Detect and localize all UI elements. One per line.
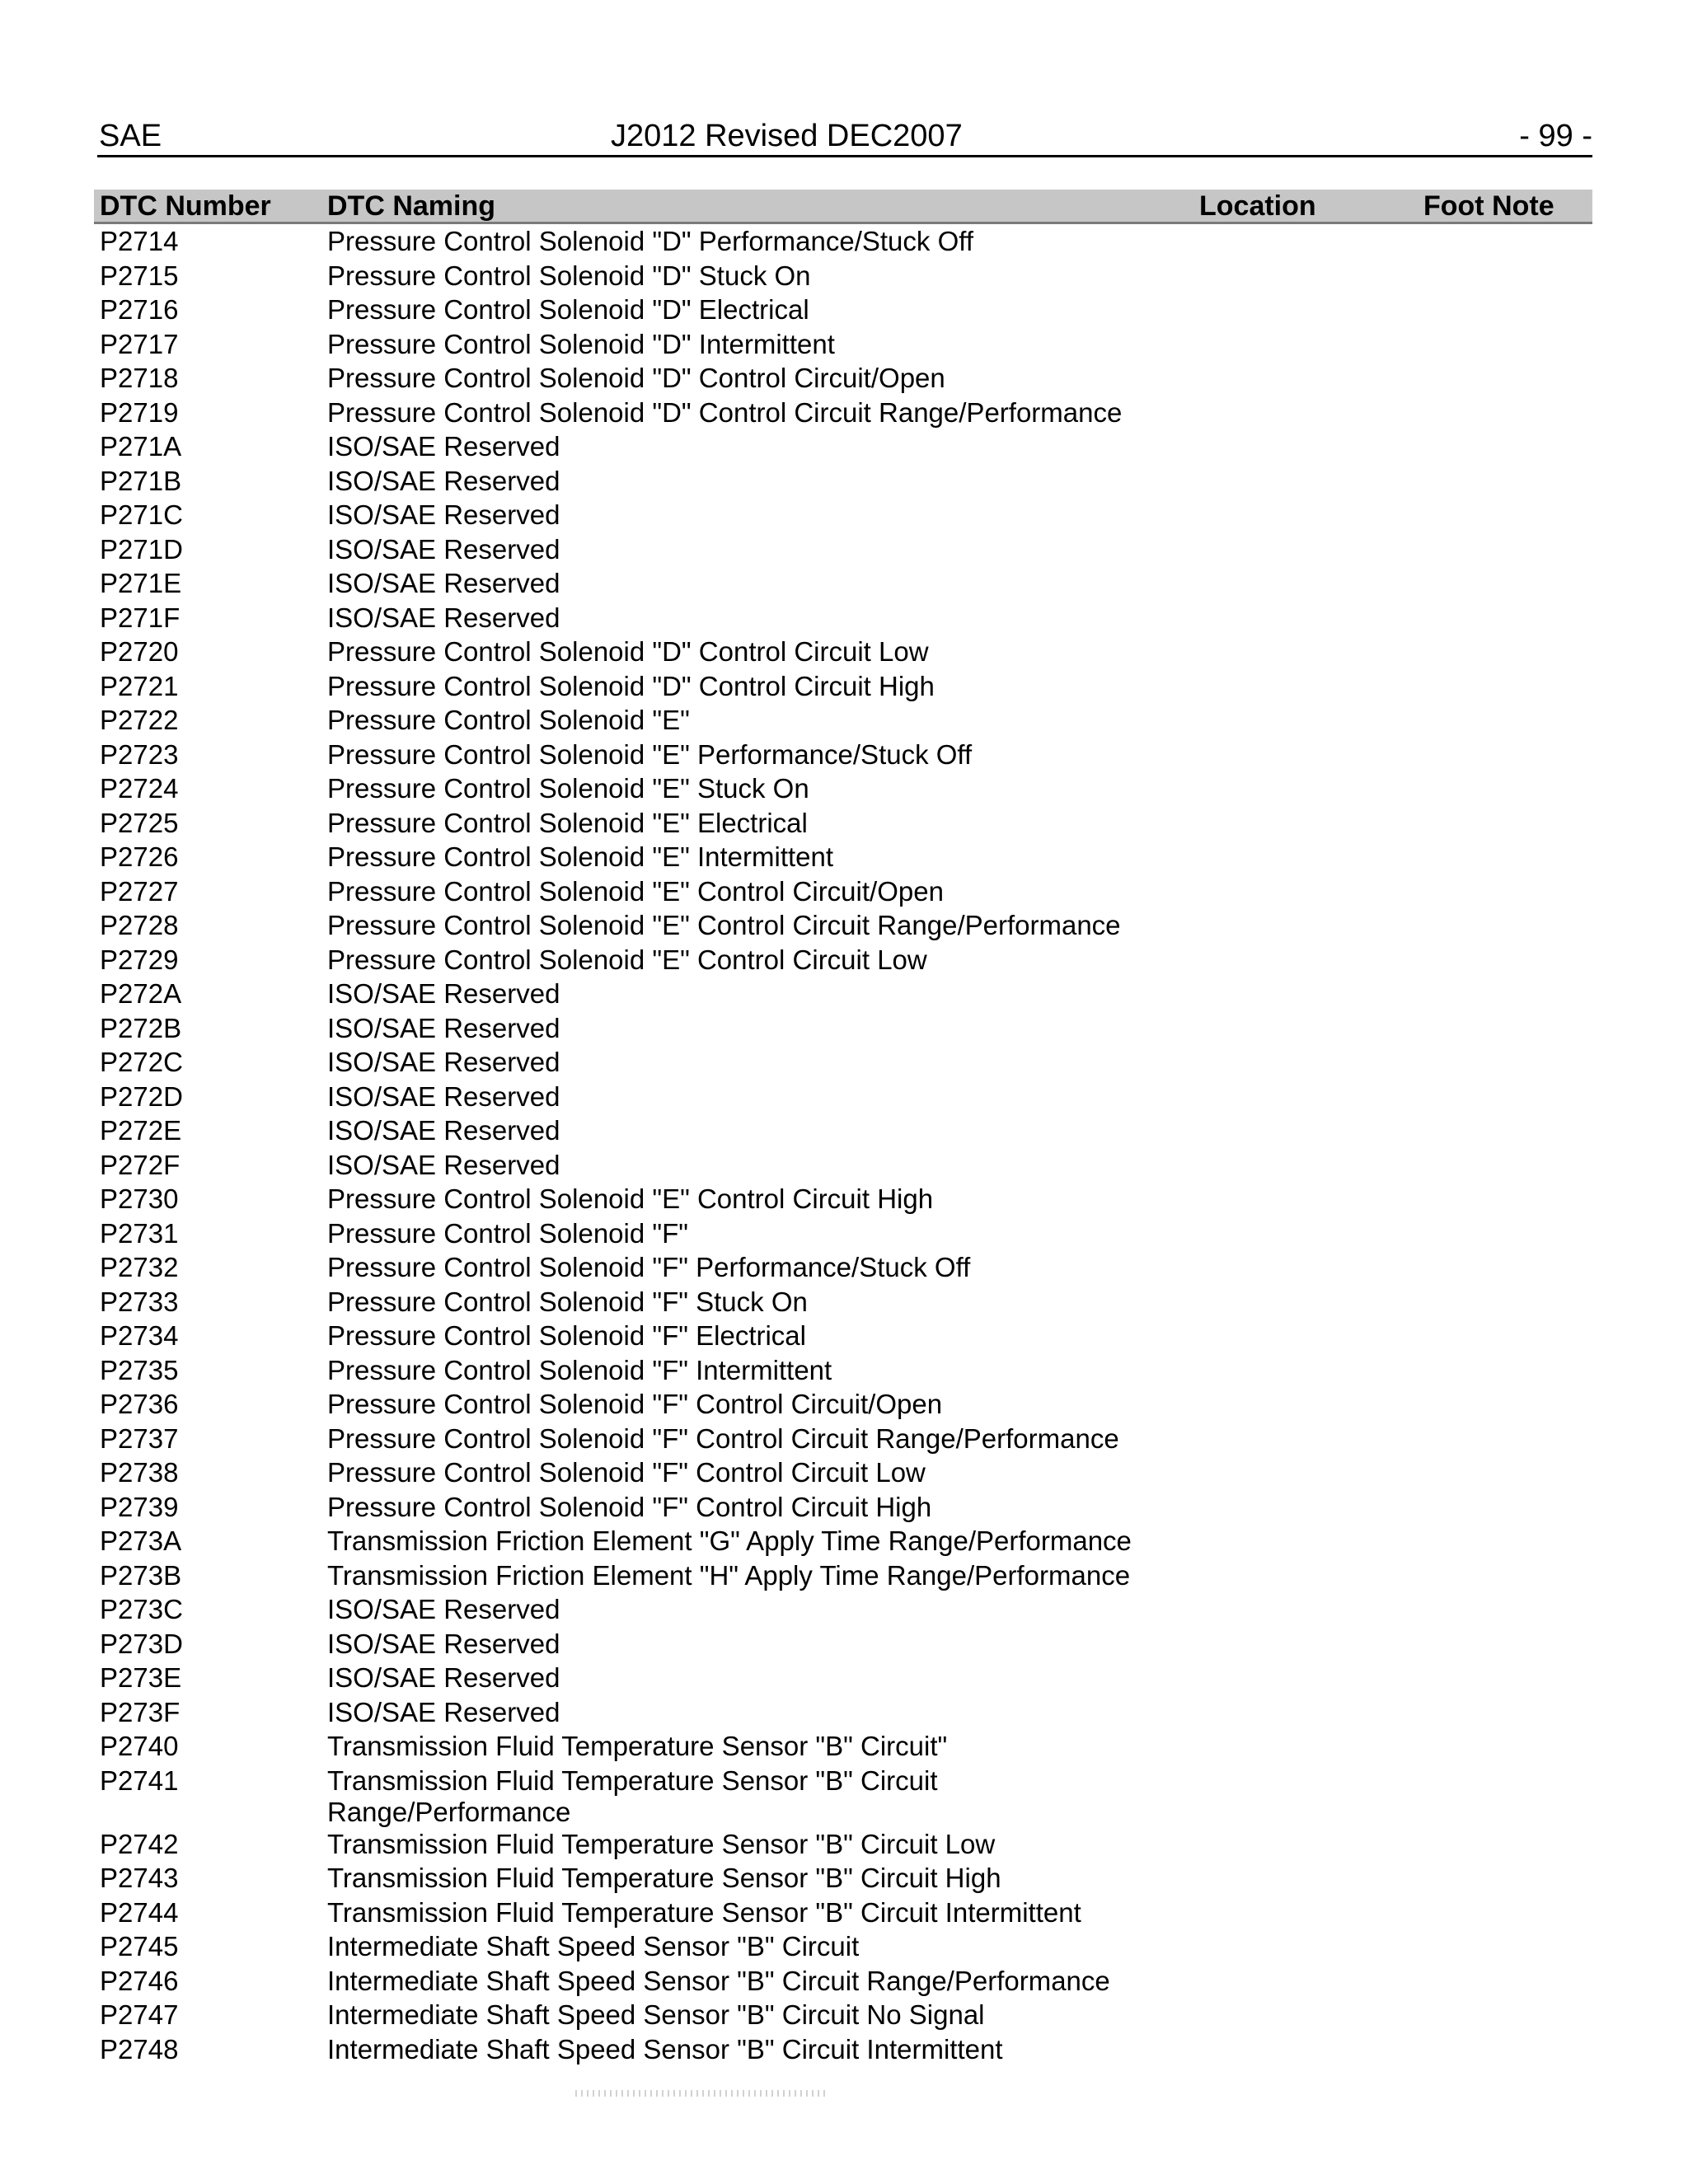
table-row — [94, 1387, 1592, 1422]
dtc-number-cell: P271A — [100, 431, 182, 462]
dtc-number-cell: P2736 — [100, 1389, 179, 1419]
table-row — [94, 1113, 1592, 1148]
dtc-naming-cell: ISO/SAE Reserved — [327, 533, 560, 565]
dtc-number-cell: P2723 — [100, 738, 179, 770]
dtc-naming-cell: Pressure Control Solenoid "D" Performance/Stuck Off — [327, 226, 973, 256]
table-row — [94, 1319, 1592, 1353]
dtc-number-cell: P2746 — [100, 1965, 179, 1996]
table-row — [94, 874, 1592, 909]
header-document-title: J2012 Revised DEC2007 — [611, 119, 963, 153]
dtc-number-cell: P272E — [100, 1115, 182, 1146]
dtc-number-cell: P271E — [100, 568, 182, 598]
table-row — [94, 840, 1592, 874]
table-header-row — [94, 190, 1592, 224]
dtc-number-cell: P2734 — [100, 1320, 179, 1351]
dtc-naming-cell: ISO/SAE Reserved — [327, 431, 560, 462]
table-row — [94, 669, 1592, 704]
dtc-number-cell: P272A — [100, 978, 182, 1009]
table-body — [94, 224, 1592, 2066]
table-row — [94, 1250, 1592, 1285]
table-row — [94, 361, 1592, 396]
dtc-number-cell: P2727 — [100, 875, 179, 907]
table-row — [94, 635, 1592, 669]
table-row — [94, 1558, 1592, 1593]
table-row — [94, 908, 1592, 943]
table-row — [94, 429, 1592, 464]
table-row — [94, 601, 1592, 635]
dtc-naming-cell: Intermediate Shaft Speed Sensor "B" Circuit Intermittent — [327, 2033, 1003, 2064]
dtc-number-cell: P273A — [100, 1526, 182, 1556]
table-row — [94, 498, 1592, 532]
dtc-number-cell: P271D — [100, 533, 183, 565]
table-row — [94, 1285, 1592, 1319]
dtc-number-cell: P272B — [100, 1012, 182, 1043]
table-row — [94, 1764, 1592, 1827]
table-row — [94, 1695, 1592, 1730]
dtc-number-cell: P2729 — [100, 944, 179, 975]
dtc-naming-cell: ISO/SAE Reserved — [327, 602, 560, 633]
dtc-number-cell: P2731 — [100, 1217, 179, 1249]
table-row — [94, 1148, 1592, 1183]
dtc-number-cell: P272F — [100, 1149, 181, 1180]
dtc-naming-cell: Pressure Control Solenoid "E" Control Circuit Low — [327, 944, 927, 975]
table-row — [94, 566, 1592, 601]
dtc-naming-cell: Pressure Control Solenoid "E" Control Circuit High — [327, 1183, 934, 1214]
header-page-number: - 99 - — [1519, 119, 1592, 153]
table-row — [94, 1353, 1592, 1388]
dtc-naming-cell: ISO/SAE Reserved — [327, 1628, 560, 1659]
table-row — [94, 1929, 1592, 1964]
dtc-naming-cell: Transmission Fluid Temperature Sensor "B" Circuit" — [327, 1731, 948, 1761]
table-row — [94, 1861, 1592, 1896]
dtc-number-cell: P2744 — [100, 1896, 179, 1928]
dtc-naming-cell: Transmission Fluid Temperature Sensor "B" Circuit High — [327, 1863, 1001, 1893]
dtc-naming-cell: ISO/SAE Reserved — [327, 1080, 560, 1112]
dtc-naming-cell: Pressure Control Solenoid "D" Control Circuit High — [327, 670, 935, 701]
table-row — [94, 532, 1592, 567]
dtc-number-cell: P273D — [100, 1628, 183, 1659]
dtc-naming-cell: ISO/SAE Reserved — [327, 1047, 560, 1077]
table-row — [94, 806, 1592, 841]
dtc-number-cell: P2726 — [100, 841, 179, 872]
dtc-naming-cell: Pressure Control Solenoid "E" Intermittent — [327, 841, 834, 872]
column-header-dtc-naming: DTC Naming — [327, 190, 495, 222]
page-header — [97, 117, 1592, 157]
table-row — [94, 293, 1592, 327]
dtc-number-cell: P2716 — [100, 294, 179, 325]
table-row — [94, 1182, 1592, 1216]
dtc-naming-cell: Pressure Control Solenoid "F" Control Circuit Range/Performance — [327, 1422, 1119, 1454]
dtc-naming-cell: ISO/SAE Reserved — [327, 1662, 560, 1693]
table-row — [94, 1524, 1592, 1558]
dtc-number-cell: P272D — [100, 1080, 183, 1112]
table-row — [94, 1455, 1592, 1490]
dtc-naming-cell: Transmission Fluid Temperature Sensor "B" Circuit Range/Performance — [327, 1765, 938, 1827]
footer-scan-mark — [575, 2090, 828, 2097]
dtc-naming-cell: Pressure Control Solenoid "F" Control Circuit High — [327, 1491, 932, 1522]
table-row — [94, 1490, 1592, 1525]
dtc-naming-cell: Pressure Control Solenoid "E" Stuck On — [327, 773, 809, 804]
column-header-foot-note: Foot Note — [1423, 190, 1554, 222]
dtc-naming-cell: Pressure Control Solenoid "E" Performance/Stuck Off — [327, 738, 973, 770]
dtc-number-cell: P2741 — [100, 1765, 179, 1796]
table-row — [94, 771, 1592, 806]
dtc-naming-cell: Pressure Control Solenoid "E" Control Circuit/Open — [327, 875, 944, 907]
dtc-naming-cell: Pressure Control Solenoid "F" Control Circuit/Open — [327, 1389, 943, 1419]
column-header-location: Location — [1199, 190, 1316, 222]
table-row — [94, 1011, 1592, 1046]
table-row — [94, 259, 1592, 293]
dtc-number-cell: P273B — [100, 1559, 182, 1591]
table-row — [94, 1964, 1592, 1999]
dtc-number-cell: P2722 — [100, 705, 179, 735]
dtc-number-cell: P271C — [100, 499, 183, 530]
dtc-number-cell: P273C — [100, 1594, 183, 1624]
column-header-dtc-number: DTC Number — [100, 190, 271, 222]
table-row — [94, 1422, 1592, 1456]
table-row — [94, 1045, 1592, 1080]
dtc-number-cell: P2728 — [100, 910, 179, 940]
dtc-number-cell: P2733 — [100, 1286, 179, 1317]
table-row — [94, 1592, 1592, 1627]
dtc-naming-cell: Pressure Control Solenoid "F" Electrical — [327, 1320, 806, 1351]
table-row — [94, 1896, 1592, 1930]
dtc-naming-cell: Transmission Fluid Temperature Sensor "B" Circuit Low — [327, 1828, 996, 1859]
table-row — [94, 1627, 1592, 1661]
dtc-naming-cell: Pressure Control Solenoid "F" Control Circuit Low — [327, 1457, 926, 1488]
dtc-number-cell: P271F — [100, 602, 181, 633]
dtc-number-cell: P2745 — [100, 1931, 179, 1961]
dtc-naming-cell: ISO/SAE Reserved — [327, 1149, 560, 1180]
dtc-number-cell: P273E — [100, 1662, 182, 1693]
table-row — [94, 224, 1592, 259]
dtc-naming-cell: Pressure Control Solenoid "F" Intermittent — [327, 1354, 832, 1385]
dtc-number-cell: P271B — [100, 465, 182, 496]
dtc-number-cell: P2719 — [100, 396, 179, 428]
dtc-naming-cell: Pressure Control Solenoid "F" Stuck On — [327, 1286, 808, 1317]
dtc-naming-cell: ISO/SAE Reserved — [327, 1696, 560, 1727]
dtc-number-cell: P2740 — [100, 1731, 179, 1761]
dtc-naming-cell: Pressure Control Solenoid "D" Stuck On — [327, 260, 811, 291]
dtc-naming-cell: Pressure Control Solenoid "E" Control Circuit Range/Performance — [327, 910, 1121, 940]
dtc-naming-cell: ISO/SAE Reserved — [327, 568, 560, 598]
dtc-naming-cell: Pressure Control Solenoid "D" Control Circuit/Open — [327, 363, 945, 393]
dtc-number-cell: P2718 — [100, 363, 179, 393]
table-row — [94, 1216, 1592, 1251]
table-row — [94, 464, 1592, 499]
dtc-number-cell: P2737 — [100, 1422, 179, 1454]
dtc-number-cell: P273F — [100, 1696, 181, 1727]
dtc-number-cell: P2738 — [100, 1457, 179, 1488]
header-organization: SAE — [99, 119, 162, 153]
dtc-number-cell: P2720 — [100, 636, 179, 667]
dtc-naming-cell: Intermediate Shaft Speed Sensor "B" Circuit Range/Performance — [327, 1965, 1110, 1996]
table-row — [94, 2032, 1592, 2067]
dtc-number-cell: P2747 — [100, 1999, 179, 2030]
table-row — [94, 703, 1592, 738]
dtc-number-cell: P2742 — [100, 1828, 179, 1859]
dtc-naming-cell: ISO/SAE Reserved — [327, 465, 560, 496]
dtc-naming-cell: Pressure Control Solenoid "D" Electrical — [327, 294, 809, 325]
dtc-naming-cell: Transmission Friction Element "H" Apply Time Range/Performance — [327, 1559, 1131, 1591]
table-row — [94, 396, 1592, 430]
dtc-number-cell: P2730 — [100, 1183, 179, 1214]
dtc-number-cell: P2739 — [100, 1491, 179, 1522]
dtc-number-cell: P2721 — [100, 670, 179, 701]
dtc-naming-cell: Pressure Control Solenoid "D" Intermittent — [327, 328, 835, 359]
dtc-naming-cell: Pressure Control Solenoid "E" Electrical — [327, 807, 808, 838]
table-row — [94, 1998, 1592, 2032]
dtc-naming-cell: Pressure Control Solenoid "D" Control Circuit Low — [327, 636, 929, 667]
dtc-number-cell: P272C — [100, 1047, 183, 1077]
table-row — [94, 977, 1592, 1011]
dtc-number-cell: P2714 — [100, 226, 179, 256]
dtc-naming-cell: ISO/SAE Reserved — [327, 499, 560, 530]
table-row — [94, 1827, 1592, 1862]
dtc-naming-cell: Transmission Fluid Temperature Sensor "B" Circuit Intermittent — [327, 1896, 1081, 1928]
dtc-naming-cell: Pressure Control Solenoid "F" Performance/Stuck Off — [327, 1252, 971, 1282]
dtc-naming-cell: Pressure Control Solenoid "E" — [327, 705, 690, 735]
dtc-number-cell: P2748 — [100, 2033, 179, 2064]
dtc-naming-cell: Intermediate Shaft Speed Sensor "B" Circuit — [327, 1931, 860, 1961]
table-row — [94, 1661, 1592, 1695]
dtc-naming-cell: ISO/SAE Reserved — [327, 978, 560, 1009]
dtc-number-cell: P2743 — [100, 1863, 179, 1893]
table-row — [94, 1080, 1592, 1114]
dtc-number-cell: P2732 — [100, 1252, 179, 1282]
dtc-naming-cell: ISO/SAE Reserved — [327, 1012, 560, 1043]
dtc-table — [94, 190, 1592, 2066]
dtc-number-cell: P2725 — [100, 807, 179, 838]
table-row — [94, 943, 1592, 977]
dtc-naming-cell: Pressure Control Solenoid "F" — [327, 1217, 688, 1249]
dtc-number-cell: P2735 — [100, 1354, 179, 1385]
table-row — [94, 1729, 1592, 1764]
dtc-number-cell: P2724 — [100, 773, 179, 804]
dtc-naming-cell: ISO/SAE Reserved — [327, 1115, 560, 1146]
table-row — [94, 327, 1592, 362]
dtc-number-cell: P2715 — [100, 260, 179, 291]
dtc-naming-cell: Transmission Friction Element "G" Apply Time Range/Performance — [327, 1526, 1132, 1556]
dtc-naming-cell: Intermediate Shaft Speed Sensor "B" Circuit No Signal — [327, 1999, 985, 2030]
dtc-naming-cell: Pressure Control Solenoid "D" Control Circuit Range/Performance — [327, 396, 1123, 428]
dtc-number-cell: P2717 — [100, 328, 179, 359]
table-row — [94, 738, 1592, 772]
dtc-naming-cell: ISO/SAE Reserved — [327, 1594, 560, 1624]
